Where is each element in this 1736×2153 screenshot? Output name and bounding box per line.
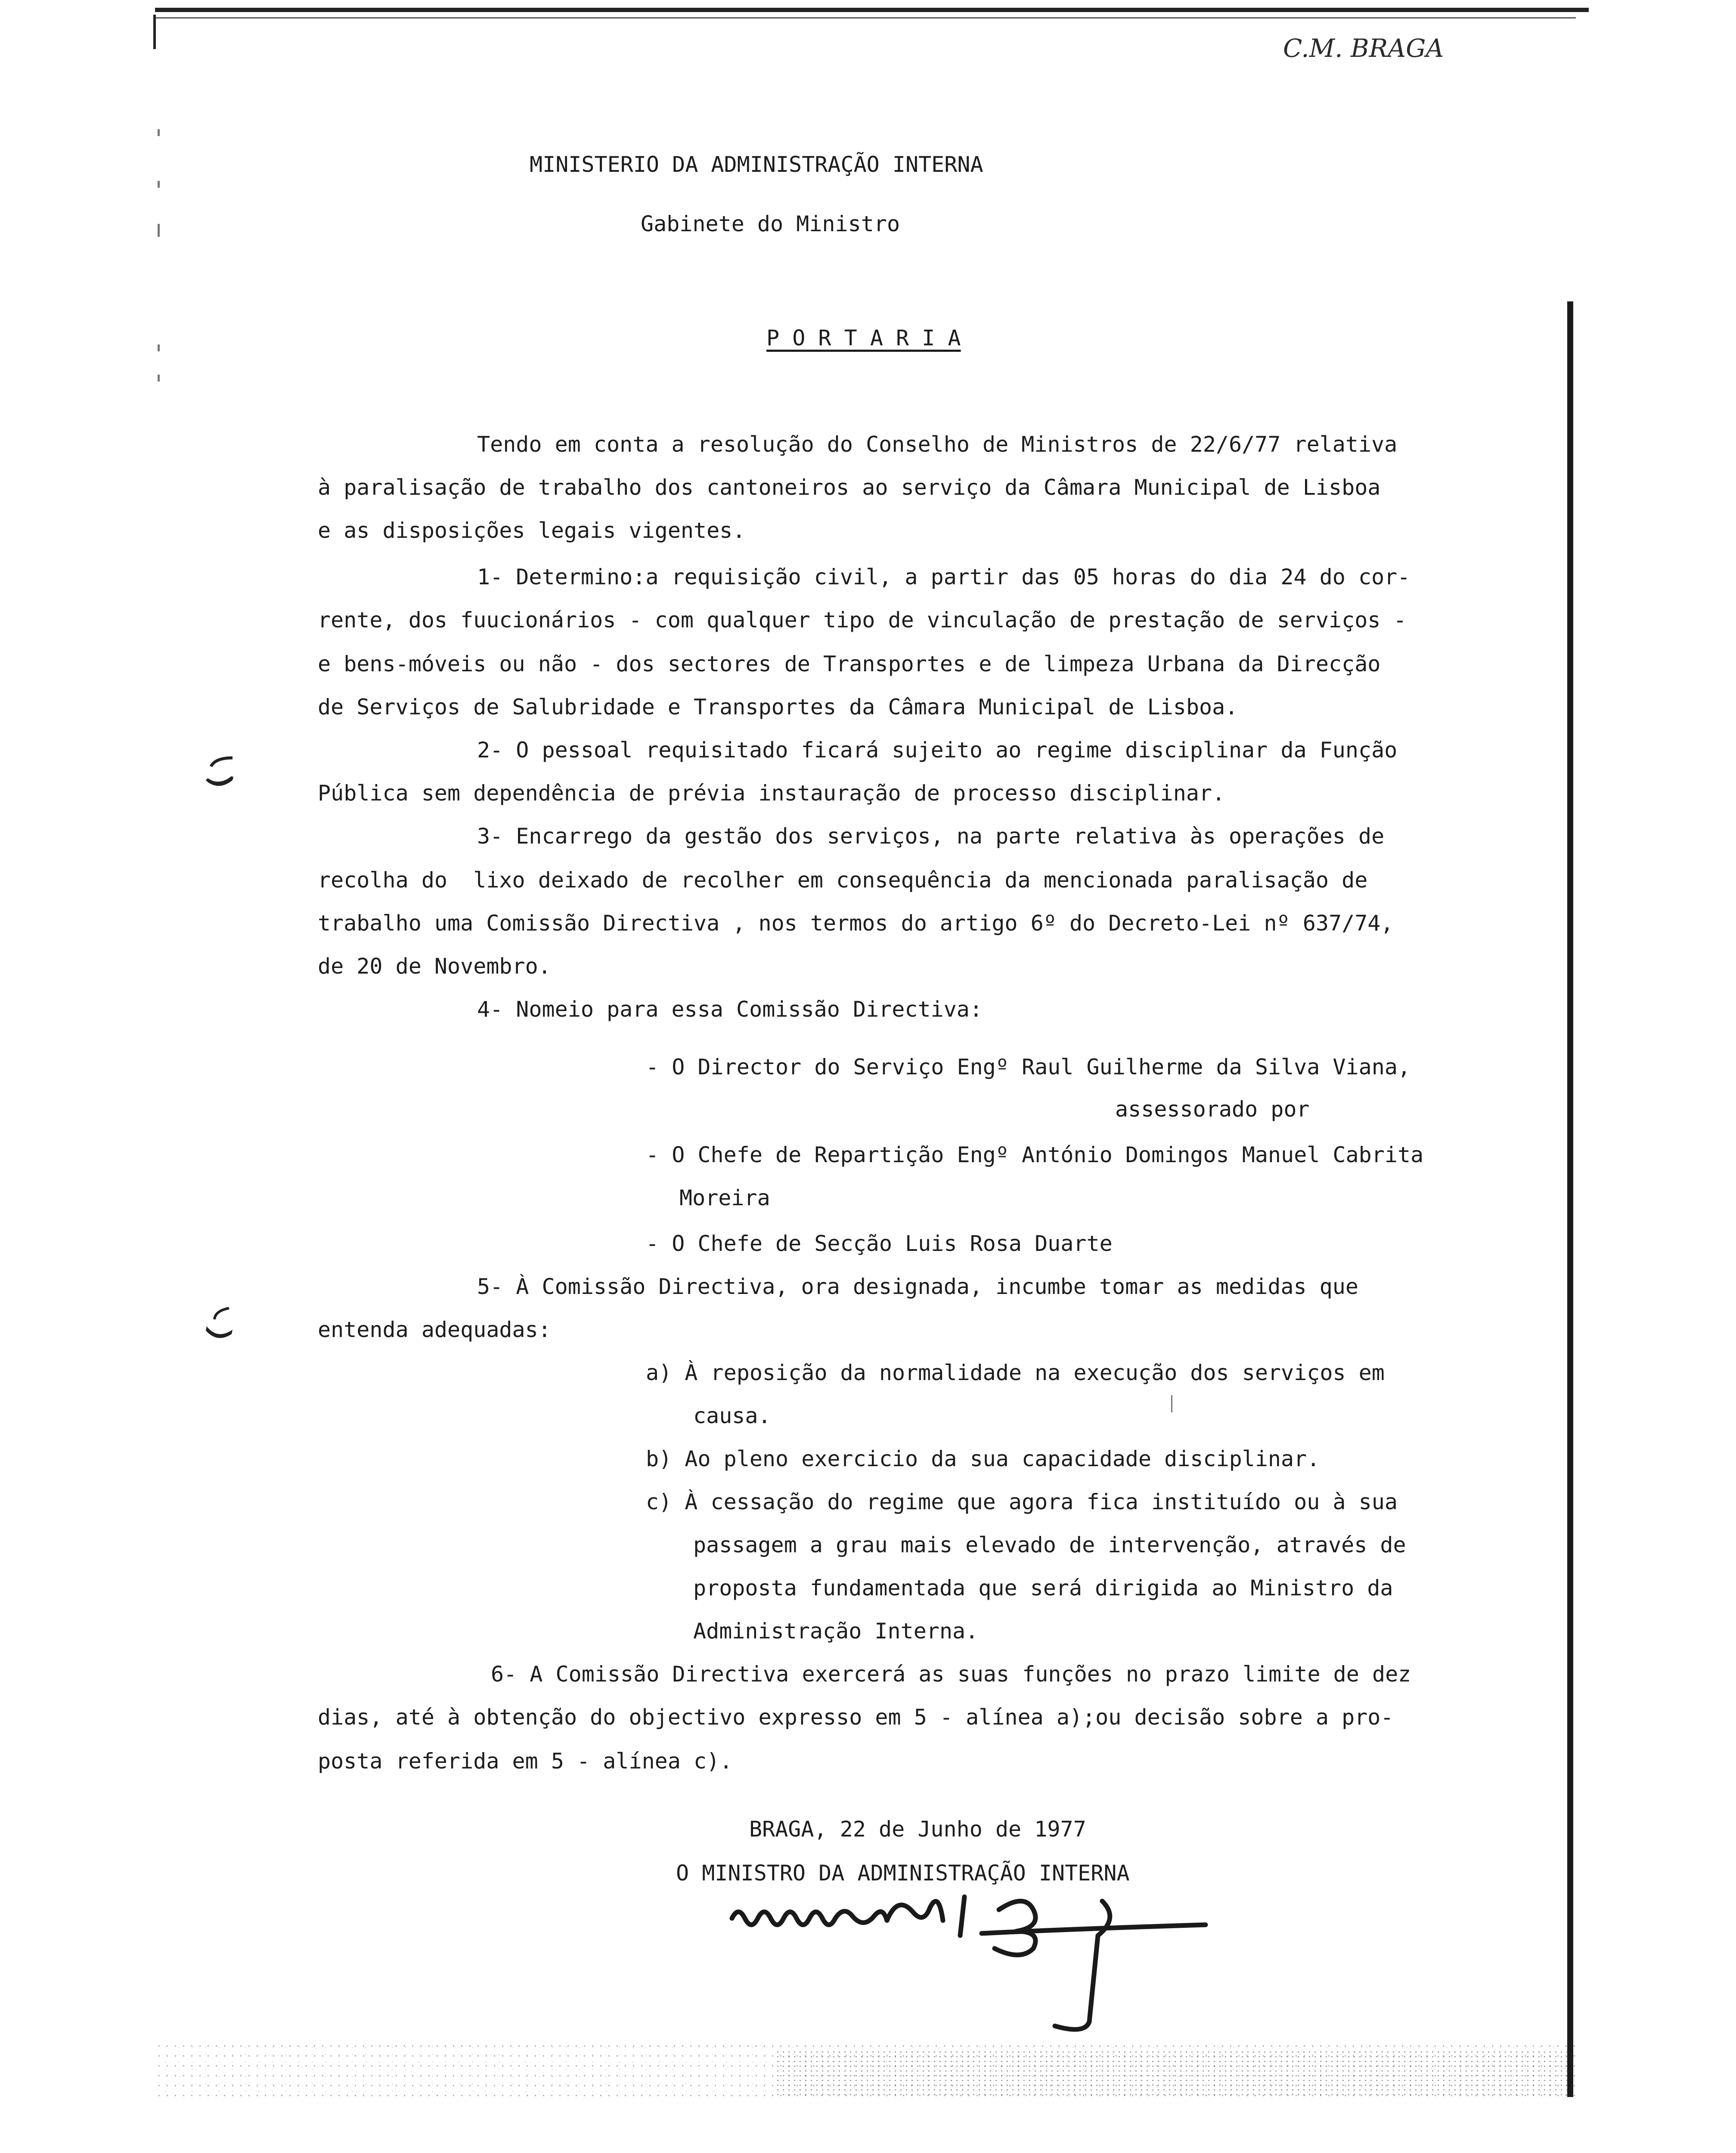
body-line: 4- Nomeio para essa Comissão Directiva: [477, 997, 983, 1022]
committee-member-line: assessorado por [1115, 1097, 1310, 1122]
body-line: 5- À Comissão Directiva, ora designada, incumbe tomar as medidas que [477, 1274, 1358, 1299]
handwritten-signature [723, 1892, 1249, 2039]
scan-bottom-noise-dark [775, 2050, 1576, 2097]
place-and-date: BRAGA, 22 de Junho de 1977 [749, 1817, 1086, 1842]
body-line: Tendo em conta a resolução do Conselho de Ministros de 22/6/77 relativa [477, 432, 1398, 457]
scan-right-edge [1567, 301, 1573, 2097]
body-line: trabalho uma Comissão Directiva , nos termos do artigo 6º do Decreto-Lei nº 637/74, [318, 911, 1394, 936]
margin-mark [158, 181, 160, 188]
punch-hole-icon [202, 754, 237, 788]
margin-mark [158, 224, 160, 237]
margin-mark [158, 375, 160, 382]
body-line: rente, dos fuucionários - com qualquer tipo de vinculação de prestação de serviços - [318, 608, 1407, 633]
body-line: 1- Determino:a requisição civil, a partir das 05 horas do dia 24 do cor- [477, 565, 1410, 589]
committee-member-line: - O Chefe de Repartição Engº António Domingos Manuel Cabrita [646, 1142, 1424, 1167]
office-heading: Gabinete do Ministro [641, 211, 900, 236]
committee-member-line: Moreira [679, 1185, 770, 1210]
signatory-title: O MINISTRO DA ADMINISTRAÇÃO INTERNA [676, 1861, 1130, 1886]
scan-top-edge [155, 8, 1589, 12]
sub-item-line: passagem a grau mais elevado de intervenção, através de [693, 1533, 1406, 1557]
body-line: 6- A Comissão Directiva exercerá as suas funções no prazo limite de dez [491, 1662, 1411, 1687]
handwritten-annotation: C.M. BRAGA [1283, 34, 1444, 63]
committee-member-line: - O Director do Serviço Engº Raul Guilherme da Silva Viana, [646, 1055, 1411, 1080]
body-line: dias, até à obtenção do objectivo expresso em 5 - alínea a);ou decisão sobre a pro- [318, 1705, 1394, 1730]
body-line: de Serviços de Salubridade e Transportes da Câmara Municipal de Lisboa. [318, 695, 1238, 720]
margin-mark [158, 344, 160, 351]
sub-item-line: a) À reposição da normalidade na execução dos serviços em [646, 1360, 1385, 1385]
sub-item-line: proposta fundamentada que será dirigida ao Ministro da [693, 1576, 1393, 1601]
body-line: posta referida em 5 - alínea c). [318, 1749, 733, 1774]
body-line: recolha do lixo deixado de recolher em consequência da mencionada paralisação de [318, 868, 1368, 893]
body-line: 3- Encarrego da gestão dos serviços, na parte relativa às operações de [477, 824, 1385, 849]
ministry-heading: MINISTERIO DA ADMINISTRAÇÃO INTERNA [530, 152, 983, 177]
body-line: entenda adequadas: [318, 1317, 551, 1342]
scan-left-mark [153, 15, 156, 49]
committee-member-line: - O Chefe de Secção Luis Rosa Duarte [646, 1231, 1113, 1256]
sub-item-line: c) À cessação do regime que agora fica instituído ou à sua [646, 1489, 1398, 1514]
document-title: P O R T A R I A [766, 326, 961, 351]
margin-mark [158, 129, 160, 136]
body-line: Pública sem dependência de prévia instauração de processo disciplinar. [318, 781, 1225, 806]
body-line: e as disposições legais vigentes. [318, 518, 746, 543]
punch-hole-icon [202, 1305, 237, 1339]
sub-item-line: b) Ao pleno exercicio da sua capacidade disciplinar. [646, 1446, 1320, 1471]
body-line: de 20 de Novembro. [318, 954, 551, 979]
body-line: à paralisação de trabalho dos cantoneiros ao serviço da Câmara Municipal de Lisboa [318, 475, 1381, 500]
margin-mark [1171, 1395, 1172, 1412]
sub-item-line: causa. [693, 1403, 771, 1428]
body-line: 2- O pessoal requisitado ficará sujeito ao regime disciplinar da Função [477, 738, 1398, 763]
body-line: e bens-móveis ou não - dos sectores de Transportes e de limpeza Urbana da Direcção [318, 651, 1381, 676]
scan-top-edge-thin [155, 17, 1576, 19]
sub-item-line: Administração Interna. [693, 1619, 979, 1644]
